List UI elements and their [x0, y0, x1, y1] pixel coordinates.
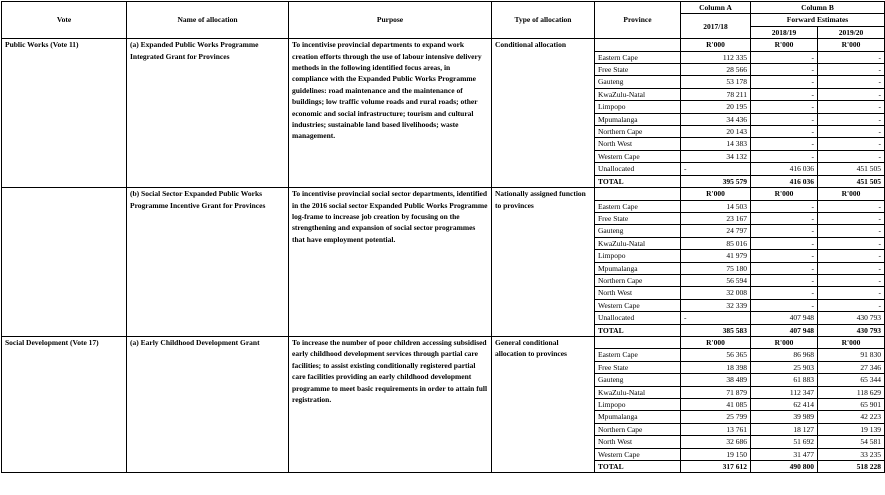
province-cell: [595, 39, 681, 51]
amount-cell: 34 132: [681, 150, 751, 162]
header-purpose: Purpose: [289, 2, 492, 39]
province-name: Free State: [595, 212, 681, 224]
amount-cell: 41 979: [681, 250, 751, 262]
province-name: Western Cape: [595, 448, 681, 460]
amount-cell: -: [751, 76, 818, 88]
total-amount: 430 793: [818, 324, 885, 336]
amount-cell: -: [751, 51, 818, 63]
amount-cell: -: [751, 299, 818, 311]
vote-cell: Social Development (Vote 17): [2, 336, 127, 472]
amount-cell: -: [818, 113, 885, 125]
total-amount: 395 579: [681, 175, 751, 187]
province-name: Free State: [595, 64, 681, 76]
amount-cell: 25 799: [681, 411, 751, 423]
total-amount: 385 583: [681, 324, 751, 336]
amount-cell: 33 235: [818, 448, 885, 460]
amount-cell: -: [818, 76, 885, 88]
amount-cell: -: [751, 88, 818, 100]
province-name: Northern Cape: [595, 126, 681, 138]
province-name: Mpumalanga: [595, 113, 681, 125]
unit-row: [2, 39, 885, 51]
amount-cell: 32 686: [681, 436, 751, 448]
province-name: Northern Cape: [595, 274, 681, 286]
amount-cell: 65 901: [818, 399, 885, 411]
allocation-type: Conditional allocation: [492, 39, 595, 188]
header-vote: Vote: [2, 2, 127, 39]
province-name: Limpopo: [595, 250, 681, 262]
header-column-a: Column A: [681, 2, 751, 14]
province-name: Western Cape: [595, 150, 681, 162]
province-name: Northern Cape: [595, 423, 681, 435]
amount-cell: 28 566: [681, 64, 751, 76]
amount-cell: 23 167: [681, 212, 751, 224]
total-amount: 407 948: [751, 324, 818, 336]
unit-cell: R'000: [751, 336, 818, 348]
amount-cell: -: [818, 138, 885, 150]
province-name: Limpopo: [595, 399, 681, 411]
amount-cell: 20 143: [681, 126, 751, 138]
allocation-type: General conditional allocation to provinces: [492, 336, 595, 472]
total-label: TOTAL: [595, 461, 681, 473]
total-amount: 416 036: [751, 175, 818, 187]
total-amount: 490 800: [751, 461, 818, 473]
table-body: [2, 39, 885, 473]
allocation-purpose: To increase the number of poor children accessing subsidised early childhood development services through partial care facilities; to assist existing conditionally registered partial care facilities providing an early childhood development programme to meet basic requirements in order to attain full registration.: [289, 336, 492, 472]
province-name: KwaZulu-Natal: [595, 386, 681, 398]
province-name: North West: [595, 287, 681, 299]
province-name: Western Cape: [595, 299, 681, 311]
allocation-name: (b) Social Sector Expanded Public Works Programme Incentive Grant for Provinces: [127, 188, 289, 337]
amount-cell: -: [818, 262, 885, 274]
total-label: TOTAL: [595, 324, 681, 336]
vote-cell: Public Works (Vote 11): [2, 39, 127, 188]
amount-cell: -: [818, 287, 885, 299]
amount-cell: 61 883: [751, 374, 818, 386]
province-name: Limpopo: [595, 101, 681, 113]
unit-cell: R'000: [681, 39, 751, 51]
amount-cell: 86 968: [751, 349, 818, 361]
amount-cell: 62 414: [751, 399, 818, 411]
province-name: Gauteng: [595, 374, 681, 386]
allocation-purpose: To incentivise provincial departments to expand work creation efforts through the use of labour intensive delivery methods in the following identified focus areas, in compliance with the Expanded Public Works Programme guidelines: road maintenance and the maintenance of buildings; low traffic volume roads and rural roads; other economic and social infrastructure; tourism and cultural industries; sustainable land based livelihoods; waste management.: [289, 39, 492, 188]
amount-cell: 34 436: [681, 113, 751, 125]
amount-cell: 25 903: [751, 361, 818, 373]
province-name: Gauteng: [595, 76, 681, 88]
header-forward-estimates: Forward Estimates: [751, 14, 885, 26]
amount-cell: 51 692: [751, 436, 818, 448]
amount-cell: 54 581: [818, 436, 885, 448]
amount-cell: 32 339: [681, 299, 751, 311]
amount-cell: -: [751, 101, 818, 113]
amount-cell: -: [751, 250, 818, 262]
amount-cell: -: [818, 212, 885, 224]
amount-cell: -: [751, 200, 818, 212]
amount-cell: 416 036: [751, 163, 818, 175]
province-cell: [595, 188, 681, 200]
amount-cell: -: [751, 126, 818, 138]
province-name: Mpumalanga: [595, 411, 681, 423]
province-name: Eastern Cape: [595, 200, 681, 212]
amount-cell: -: [681, 163, 751, 175]
amount-cell: 65 344: [818, 374, 885, 386]
header-province: Province: [595, 2, 681, 39]
amount-cell: 75 180: [681, 262, 751, 274]
header-type: Type of allocation: [492, 2, 595, 39]
allocation-purpose: To incentivise provincial social sector departments, identified in the 2016 social sector Expanded Public Works Programme log-frame to increase job creation by focusing on the strengthening and expansion of social sector programmes that have employment potential.: [289, 188, 492, 337]
amount-cell: 24 797: [681, 225, 751, 237]
amount-cell: -: [751, 262, 818, 274]
amount-cell: -: [818, 200, 885, 212]
header-year-2: 2018/19: [751, 26, 818, 38]
amount-cell: 56 594: [681, 274, 751, 286]
province-name: Eastern Cape: [595, 51, 681, 63]
unit-cell: R'000: [681, 188, 751, 200]
amount-cell: -: [818, 51, 885, 63]
unit-cell: R'000: [818, 39, 885, 51]
province-name: Free State: [595, 361, 681, 373]
amount-cell: 19 139: [818, 423, 885, 435]
header-name: Name of allocation: [127, 2, 289, 39]
allocation-table: [1, 1, 885, 473]
unit-cell: R'000: [751, 188, 818, 200]
amount-cell: -: [818, 274, 885, 286]
amount-cell: 18 127: [751, 423, 818, 435]
amount-cell: 27 346: [818, 361, 885, 373]
province-name: Mpumalanga: [595, 262, 681, 274]
amount-cell: 112 347: [751, 386, 818, 398]
unit-cell: R'000: [818, 188, 885, 200]
allocation-name: (a) Early Childhood Development Grant: [127, 336, 289, 472]
amount-cell: -: [751, 287, 818, 299]
amount-cell: 41 085: [681, 399, 751, 411]
amount-cell: -: [818, 225, 885, 237]
total-amount: 518 228: [818, 461, 885, 473]
total-amount: 317 612: [681, 461, 751, 473]
amount-cell: -: [818, 299, 885, 311]
amount-cell: 71 879: [681, 386, 751, 398]
amount-cell: 31 477: [751, 448, 818, 460]
allocation-type: Nationally assigned function to provinces: [492, 188, 595, 337]
amount-cell: -: [818, 150, 885, 162]
amount-cell: -: [751, 237, 818, 249]
province-name: KwaZulu-Natal: [595, 237, 681, 249]
unit-row: [2, 336, 885, 348]
unallocated-label: Unallocated: [595, 312, 681, 324]
amount-cell: -: [751, 212, 818, 224]
province-name: KwaZulu-Natal: [595, 88, 681, 100]
amount-cell: 112 335: [681, 51, 751, 63]
amount-cell: -: [751, 113, 818, 125]
unit-row: [2, 188, 885, 200]
amount-cell: 85 016: [681, 237, 751, 249]
province-cell: [595, 336, 681, 348]
province-name: North West: [595, 138, 681, 150]
amount-cell: -: [818, 88, 885, 100]
amount-cell: 118 629: [818, 386, 885, 398]
unallocated-label: Unallocated: [595, 163, 681, 175]
amount-cell: 91 830: [818, 349, 885, 361]
amount-cell: 39 989: [751, 411, 818, 423]
amount-cell: -: [818, 64, 885, 76]
amount-cell: -: [751, 225, 818, 237]
amount-cell: 13 761: [681, 423, 751, 435]
amount-cell: -: [681, 312, 751, 324]
amount-cell: 407 948: [751, 312, 818, 324]
amount-cell: 32 008: [681, 287, 751, 299]
province-name: Gauteng: [595, 225, 681, 237]
amount-cell: -: [818, 101, 885, 113]
unit-cell: R'000: [818, 336, 885, 348]
amount-cell: 56 365: [681, 349, 751, 361]
amount-cell: -: [818, 250, 885, 262]
total-label: TOTAL: [595, 175, 681, 187]
vote-cell: [2, 188, 127, 337]
amount-cell: -: [818, 126, 885, 138]
amount-cell: -: [818, 237, 885, 249]
allocation-name: (a) Expanded Public Works Programme Integrated Grant for Provinces: [127, 39, 289, 188]
amount-cell: 451 505: [818, 163, 885, 175]
amount-cell: -: [751, 150, 818, 162]
province-name: Eastern Cape: [595, 349, 681, 361]
amount-cell: 38 489: [681, 374, 751, 386]
amount-cell: 20 195: [681, 101, 751, 113]
amount-cell: -: [751, 138, 818, 150]
amount-cell: 18 398: [681, 361, 751, 373]
header-column-b: Column B: [751, 2, 885, 14]
amount-cell: 430 793: [818, 312, 885, 324]
amount-cell: 19 150: [681, 448, 751, 460]
amount-cell: 42 223: [818, 411, 885, 423]
amount-cell: -: [751, 274, 818, 286]
header-year-3: 2019/20: [818, 26, 885, 38]
header-year-1: 2017/18: [681, 14, 751, 39]
amount-cell: 14 383: [681, 138, 751, 150]
amount-cell: -: [751, 64, 818, 76]
total-amount: 451 505: [818, 175, 885, 187]
amount-cell: 14 503: [681, 200, 751, 212]
unit-cell: R'000: [681, 336, 751, 348]
amount-cell: 78 211: [681, 88, 751, 100]
unit-cell: R'000: [751, 39, 818, 51]
province-name: North West: [595, 436, 681, 448]
amount-cell: 53 178: [681, 76, 751, 88]
